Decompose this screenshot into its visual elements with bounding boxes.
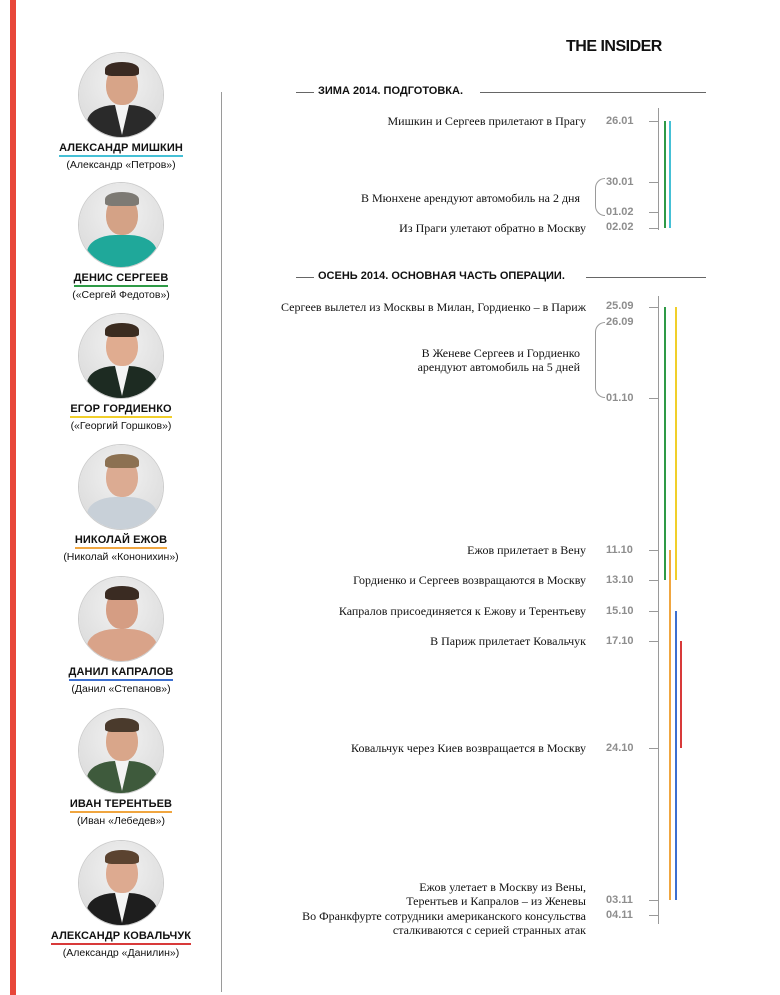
date-label: 13.10	[606, 574, 634, 586]
person-card	[40, 52, 202, 171]
person-name: АЛЕКСАНДР МИШКИН	[59, 142, 183, 157]
date-tick	[649, 748, 659, 749]
event-text: Ковальчук через Киев возвращается в Москву	[351, 741, 586, 755]
timeline-axis	[658, 296, 659, 924]
person-name: ДЕНИС СЕРГЕЕВ	[74, 272, 169, 287]
presence-line-gordienko	[675, 307, 677, 580]
event-text: Сергеев вылетел из Москвы в Милан, Гордиенко – в Париж	[281, 300, 586, 314]
presence-line-mishkin	[669, 121, 671, 228]
person-alias: (Николай «Кононихин»)	[63, 551, 179, 563]
event-line: Терентьев и Капралов – из Женевы	[406, 894, 586, 908]
date-label: 01.02	[606, 206, 634, 218]
date-tick	[649, 182, 659, 183]
event-text	[418, 346, 580, 374]
presence-line-kapralov	[675, 611, 677, 900]
person-alias: («Георгий Горшков»)	[70, 420, 172, 432]
column-divider	[221, 92, 222, 992]
brand-logo: THE INSIDER	[566, 38, 662, 55]
date-tick	[649, 212, 659, 213]
avatar	[78, 840, 164, 926]
person-name: ИВАН ТЕРЕНТЬЕВ	[70, 798, 172, 813]
person-alias: («Сергей Федотов»)	[72, 289, 170, 301]
date-tick	[649, 228, 659, 229]
person-alias: (Иван «Лебедев»)	[77, 815, 165, 827]
event-text: Ежов прилетает в Вену	[467, 543, 586, 557]
presence-line-ezhov	[669, 550, 671, 900]
event-line: сталкиваются с серией странных атак	[392, 923, 586, 937]
accent-bar	[10, 0, 16, 995]
date-label: 11.10	[606, 544, 633, 556]
person-alias: (Александр «Данилин»)	[62, 947, 180, 959]
presence-line-kovalchuk	[680, 641, 682, 748]
avatar	[78, 182, 164, 268]
date-tick	[649, 641, 659, 642]
person-alias: (Александр «Петров»)	[66, 159, 176, 171]
date-tick	[649, 580, 659, 581]
date-tick	[649, 121, 659, 122]
date-label: 25.09	[606, 300, 634, 312]
avatar	[78, 52, 164, 138]
date-label: 26.01	[606, 115, 634, 127]
person-card	[40, 708, 202, 827]
date-label: 01.10	[606, 392, 634, 404]
avatar	[78, 313, 164, 399]
presence-line-sergeev	[664, 307, 666, 580]
person-card	[40, 576, 202, 695]
date-label: 02.02	[606, 221, 634, 233]
date-tick	[649, 307, 659, 308]
date-tick	[649, 915, 659, 916]
avatar	[78, 444, 164, 530]
person-card	[40, 840, 202, 959]
event-text: Гордиенко и Сергеев возвращаются в Москву	[353, 573, 586, 587]
date-label: 03.11	[606, 894, 633, 906]
person-name: НИКОЛАЙ ЕЖОВ	[75, 534, 167, 549]
event-text: Из Праги улетают обратно в Москву	[399, 221, 586, 235]
event-line: арендуют автомобиль на 5 дней	[417, 360, 580, 374]
event-text	[406, 880, 586, 908]
event-text	[302, 909, 586, 937]
person-alias: (Данил «Степанов»)	[71, 683, 171, 695]
section-title: ОСЕНЬ 2014. ОСНОВНАЯ ЧАСТЬ ОПЕРАЦИИ.	[318, 270, 565, 282]
date-label: 15.10	[606, 605, 634, 617]
person-card	[40, 444, 202, 563]
event-line: Во Франкфурте сотрудники американского консульства	[302, 909, 586, 923]
event-line: Ежов улетает в Москву из Вены,	[419, 880, 586, 894]
date-tick	[649, 550, 659, 551]
person-card	[40, 313, 202, 432]
date-tick	[649, 611, 659, 612]
date-tick	[649, 398, 659, 399]
avatar	[78, 576, 164, 662]
person-name: ЕГОР ГОРДИЕНКО	[70, 403, 171, 418]
section-title: ЗИМА 2014. ПОДГОТОВКА.	[318, 85, 464, 97]
date-label: 17.10	[606, 635, 634, 647]
presence-line-sergeev	[664, 121, 666, 228]
range-brace	[595, 178, 605, 216]
person-name: АЛЕКСАНДР КОВАЛЬЧУК	[51, 930, 191, 945]
date-label: 30.01	[606, 176, 634, 188]
event-line: В Женеве Сергеев и Гордиенко	[421, 346, 580, 360]
event-text: В Париж прилетает Ковальчук	[430, 634, 586, 648]
person-card	[40, 182, 202, 301]
avatar	[78, 708, 164, 794]
event-text: Мишкин и Сергеев прилетают в Прагу	[387, 114, 586, 128]
person-name: ДАНИЛ КАПРАЛОВ	[69, 666, 174, 681]
range-brace	[595, 322, 605, 398]
date-tick	[649, 900, 659, 901]
date-label: 26.09	[606, 316, 634, 328]
event-text: В Мюнхене арендуют автомобиль на 2 дня	[361, 191, 580, 205]
date-label: 04.11	[606, 909, 633, 921]
date-label: 24.10	[606, 742, 634, 754]
event-text: Капралов присоединяется к Ежову и Терентьеву	[338, 604, 586, 618]
